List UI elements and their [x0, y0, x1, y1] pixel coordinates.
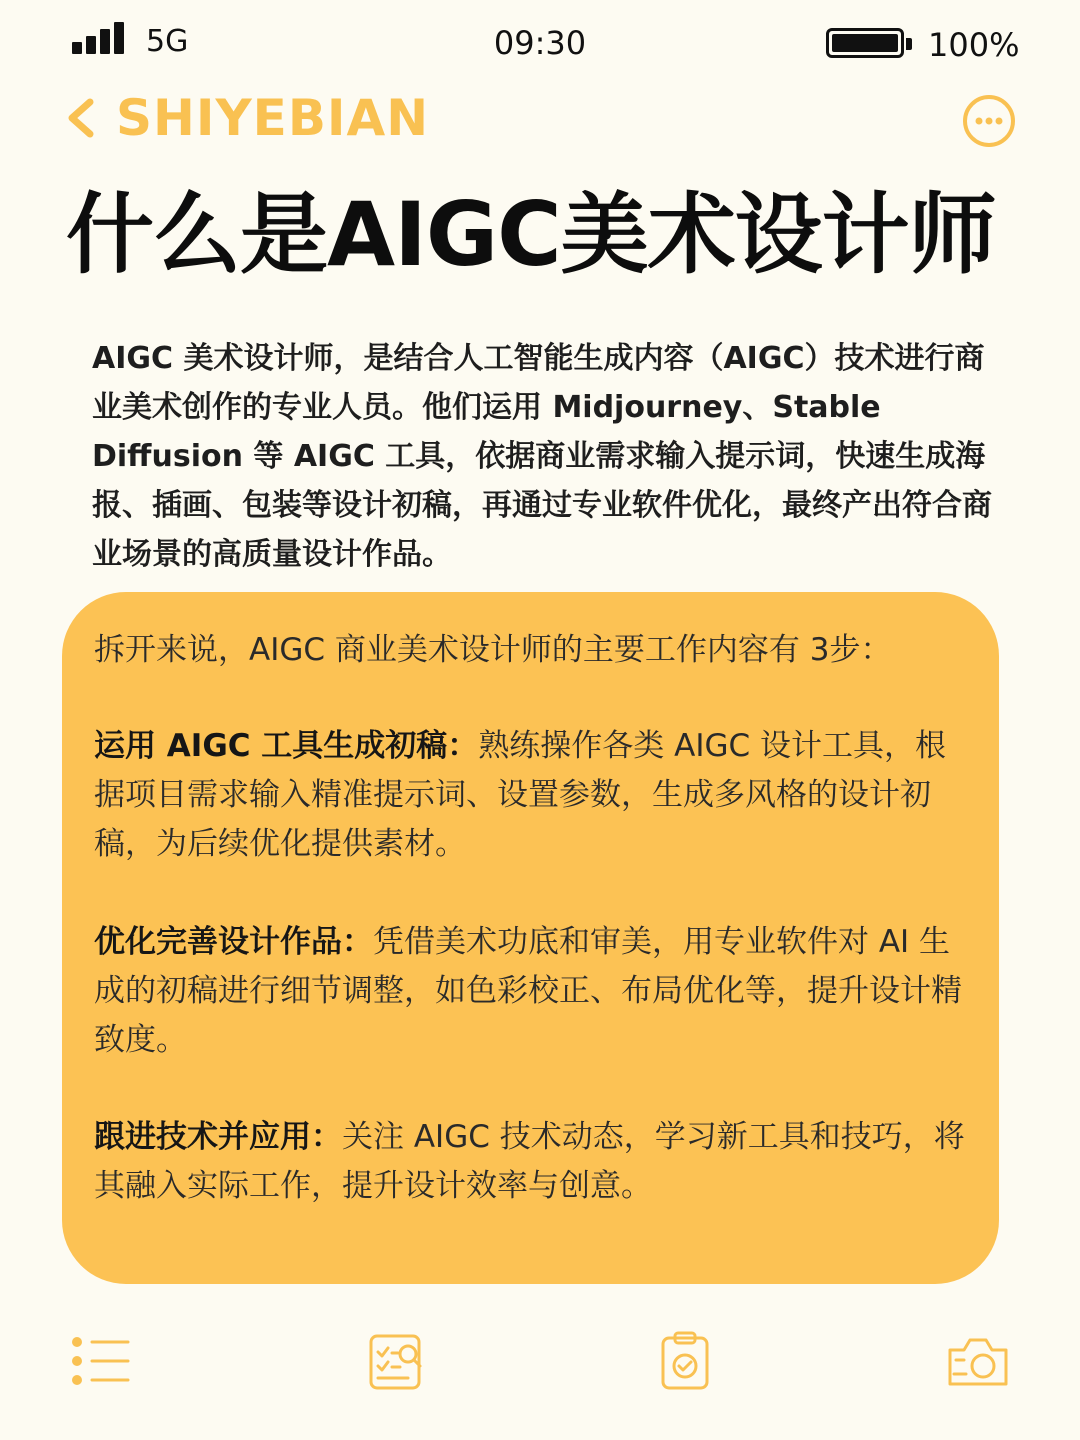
step-heading: 优化完善设计作品：	[94, 924, 373, 960]
status-bar	[0, 0, 1080, 86]
checklist-search-icon[interactable]	[368, 1330, 424, 1392]
page-title: 什么是AIGC美术设计师	[66, 183, 996, 286]
battery-icon	[826, 28, 904, 58]
battery-level: 100%	[928, 26, 1020, 64]
step-heading: 运用 AIGC 工具生成初稿：	[94, 728, 479, 764]
camera-icon[interactable]	[946, 1330, 1010, 1392]
step-text: 关注 AIGC 技术动态，学习新工具和技巧，将其融入实际工作，提升设计效率与创意。	[94, 1119, 965, 1204]
back-chevron-icon[interactable]	[64, 98, 100, 138]
step-item	[94, 722, 974, 869]
card-lead: 拆开来说，AIGC 商业美术设计师的主要工作内容有 3步：	[94, 632, 892, 668]
clipboard-check-icon[interactable]	[660, 1330, 710, 1392]
step-heading: 跟进技术并应用：	[94, 1119, 342, 1155]
more-options-icon[interactable]	[962, 94, 1016, 148]
nav-title: SHIYEBIAN	[116, 89, 430, 147]
status-time: 09:30	[493, 24, 587, 62]
step-item	[94, 918, 974, 1065]
step-text: 熟练操作各类 AIGC 设计工具，根据项目需求输入精准提示词、设置参数，生成多风格的设计初稿，为后续优化提供素材。	[94, 728, 947, 862]
step-text: 凭借美术功底和审美，用专业软件对 AI 生成的初稿进行细节调整，如色彩校正、布局优化等，提升设计精致度。	[94, 924, 962, 1058]
list-icon[interactable]	[70, 1330, 132, 1392]
intro-paragraph: AIGC 美术设计师，是结合人工智能生成内容（AIGC）技术进行商业美术创作的专业人员。他们运用 Midjourney、Stable Diffusion 等 AIGC 工具，依据商业需求输入提示词，快速生成海报、插画、包装等设计初稿，再通过专业软件优化，最终产出符合商业场景的高质量设计作品。	[92, 341, 992, 572]
steps-card	[62, 592, 999, 1284]
network-type: 5G	[146, 24, 189, 59]
step-item	[94, 1113, 974, 1211]
